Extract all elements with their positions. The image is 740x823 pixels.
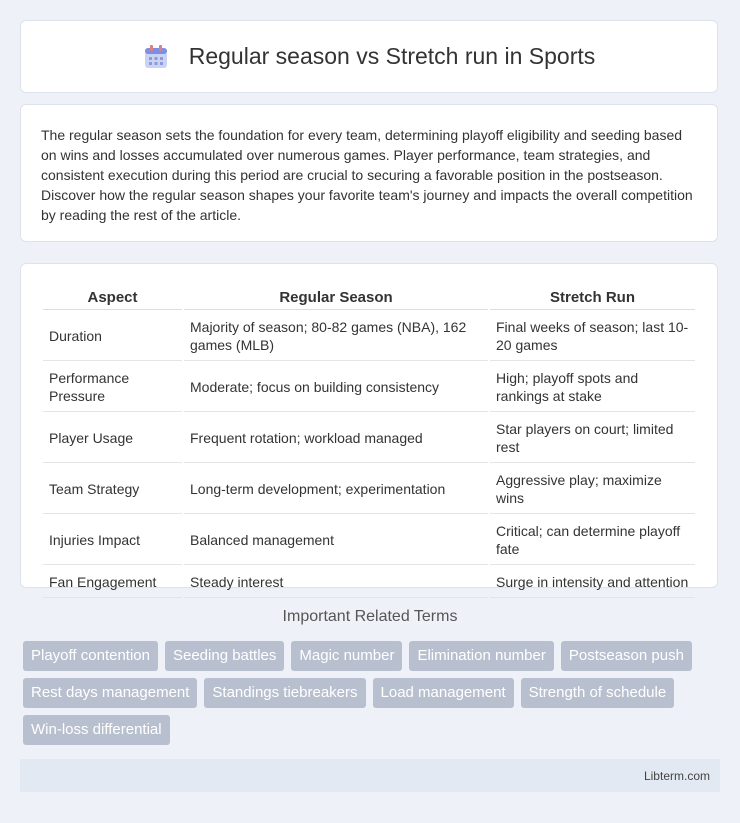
- table-cell: Aggressive play; maximize wins: [490, 465, 695, 514]
- footer-link[interactable]: Libterm.com: [643, 769, 710, 783]
- related-terms-list: [23, 641, 713, 745]
- term-tag[interactable]: Strength of schedule: [521, 678, 675, 708]
- comparison-card: [20, 263, 718, 588]
- table-row: [43, 363, 695, 412]
- table-row: [43, 516, 695, 565]
- column-header: Regular Season: [184, 286, 488, 310]
- footer: [20, 759, 720, 792]
- table-cell: Long-term development; experimentation: [184, 465, 488, 514]
- table-cell: Steady interest: [184, 567, 488, 598]
- table-header-row: [43, 286, 695, 310]
- table-cell: Frequent rotation; workload managed: [184, 414, 488, 463]
- calendar-icon: [143, 44, 169, 70]
- table-cell: Duration: [43, 312, 182, 361]
- table-cell: Final weeks of season; last 10-20 games: [490, 312, 695, 361]
- table-cell: Performance Pressure: [43, 363, 182, 412]
- term-tag[interactable]: Load management: [373, 678, 514, 708]
- term-tag[interactable]: Postseason push: [561, 641, 692, 671]
- table-cell: Player Usage: [43, 414, 182, 463]
- comparison-table: [41, 284, 697, 600]
- table-cell: Critical; can determine playoff fate: [490, 516, 695, 565]
- table-row: [43, 312, 695, 361]
- intro-text: The regular season sets the foundation for every team, determining playoff eligibility and seeding based on wins and losses accumulated over numerous games. Player performance, team strategies, and consistent execution during this period are crucial to securing a favorable position in the postseason. Discover how the regular season shapes your favorite team's journey and impacts the overall competition by reading the rest of the article.: [41, 127, 693, 223]
- table-cell: Star players on court; limited rest: [490, 414, 695, 463]
- table-row: [43, 414, 695, 463]
- table-cell: Balanced management: [184, 516, 488, 565]
- table-cell: Majority of season; 80-82 games (NBA), 162 games (MLB): [184, 312, 488, 361]
- table-row: [43, 567, 695, 598]
- term-tag[interactable]: Rest days management: [23, 678, 197, 708]
- term-tag[interactable]: Elimination number: [409, 641, 553, 671]
- intro-card: [20, 104, 718, 242]
- term-tag[interactable]: Playoff contention: [23, 641, 158, 671]
- header-card: [20, 20, 718, 93]
- table-cell: Moderate; focus on building consistency: [184, 363, 488, 412]
- table-cell: Fan Engagement: [43, 567, 182, 598]
- term-tag[interactable]: Seeding battles: [165, 641, 284, 671]
- table-cell: Surge in intensity and attention: [490, 567, 695, 598]
- column-header: Stretch Run: [490, 286, 695, 310]
- term-tag[interactable]: Standings tiebreakers: [204, 678, 365, 708]
- related-terms-title: Important Related Terms: [282, 608, 458, 625]
- table-row: [43, 465, 695, 514]
- term-tag[interactable]: Magic number: [291, 641, 402, 671]
- table-cell: Team Strategy: [43, 465, 182, 514]
- table-cell: High; playoff spots and rankings at stake: [490, 363, 695, 412]
- column-header: Aspect: [43, 286, 182, 310]
- page-title: Regular season vs Stretch run in Sports: [188, 43, 596, 69]
- table-cell: Injuries Impact: [43, 516, 182, 565]
- term-tag[interactable]: Win-loss differential: [23, 715, 170, 745]
